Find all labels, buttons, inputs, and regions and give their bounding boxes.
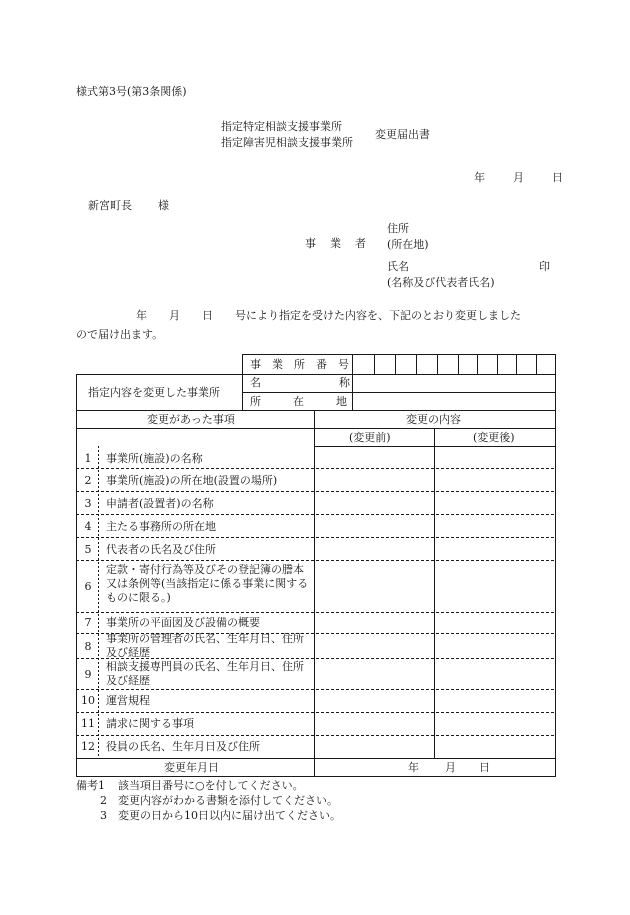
- change-date-month: 月: [445, 761, 456, 774]
- note-3-number: 3: [100, 809, 107, 822]
- before-label: (変更前): [349, 431, 391, 444]
- seal-mark: 印: [539, 260, 550, 273]
- change-content-header: 変更の内容: [406, 413, 461, 426]
- item-number: 5: [84, 543, 92, 556]
- address-sub-label: (所在地): [387, 238, 429, 251]
- office-name-label: 名称: [250, 376, 428, 389]
- changed-items-header: 変更があった事項: [147, 413, 235, 426]
- change-date-label: 変更年月日: [164, 761, 219, 774]
- item-text: 申請者(設置者)の名称: [106, 497, 214, 510]
- item-text: 請求に関する事項: [106, 717, 194, 730]
- date-month: 月: [513, 171, 524, 184]
- name-label: 氏名: [387, 260, 409, 273]
- item-number: 8: [84, 640, 92, 653]
- addressee-honorific: 様: [158, 199, 169, 212]
- item-text: 事業所の管理者の氏名、生年月日、住所及び経歴: [106, 632, 304, 659]
- body-text-line-2: ので届け出ます。: [76, 328, 164, 341]
- addressee-name: 新宮町長: [88, 199, 132, 212]
- after-label: (変更後): [473, 431, 515, 444]
- title-suffix: 変更届出書: [375, 128, 430, 141]
- item-text: 事業所(施設)の所在地(設置の場所): [106, 474, 278, 487]
- body-text-line-1: 年 月 日 号により指定を受けた内容を、下記のとおり変更しました: [136, 309, 521, 322]
- item-number: 7: [84, 616, 92, 629]
- item-text: 主たる事務所の所在地: [106, 520, 216, 533]
- item-number: 9: [84, 668, 92, 681]
- item-number: 3: [84, 497, 92, 510]
- note-2: 変更内容がわかる書類を添付してください。: [118, 794, 338, 807]
- title-line-1: 指定特定相談支援事業所: [221, 120, 342, 133]
- note-prefix: 備考1: [76, 779, 105, 792]
- office-number-label: 事業所番号: [250, 358, 360, 371]
- change-date-year: 年: [408, 761, 419, 774]
- address-label: 住所: [387, 222, 409, 235]
- item-number: 10: [81, 694, 95, 707]
- item-text: 代表者の氏名及び住所: [106, 543, 216, 556]
- item-number: 12: [81, 740, 95, 753]
- office-changed-label: 指定内容を変更した事業所: [88, 386, 220, 399]
- item-number: 11: [81, 717, 95, 730]
- item-text: 相談支援専門員の氏名、生年月日、住所及び経歴: [106, 660, 304, 687]
- item-number: 2: [84, 474, 92, 487]
- change-date-day: 日: [479, 761, 490, 774]
- name-sub-label: (名称及び代表者氏名): [387, 276, 495, 289]
- item-text: 運営規程: [106, 694, 150, 707]
- date-year: 年: [474, 171, 485, 184]
- applicant-label: 事業者: [305, 237, 380, 250]
- item-number: 1: [84, 452, 92, 465]
- item-text: 事業所(施設)の名称: [106, 452, 203, 465]
- note-1: 該当項目番号に○を付してください。: [118, 779, 304, 792]
- title-line-2: 指定障害児相談支援事業所: [221, 136, 353, 149]
- date-day: 日: [552, 171, 563, 184]
- office-location-label: 所在地: [250, 395, 379, 408]
- note-3: 変更の日から10日以内に届け出てください。: [118, 809, 341, 822]
- item-number: 4: [84, 520, 92, 533]
- note-2-number: 2: [100, 794, 107, 807]
- form-number: 様式第3号(第3条関係): [76, 85, 187, 98]
- item-text: 役員の氏名、生年月日及び住所: [106, 740, 260, 753]
- item-text: 定款・寄付行為等及びその登記簿の謄本又は条例等(当該指定に係る事業に関するものに限る。): [106, 563, 309, 604]
- item-number: 6: [84, 580, 92, 593]
- item-text: 事業所の平面図及び設備の概要: [106, 616, 260, 629]
